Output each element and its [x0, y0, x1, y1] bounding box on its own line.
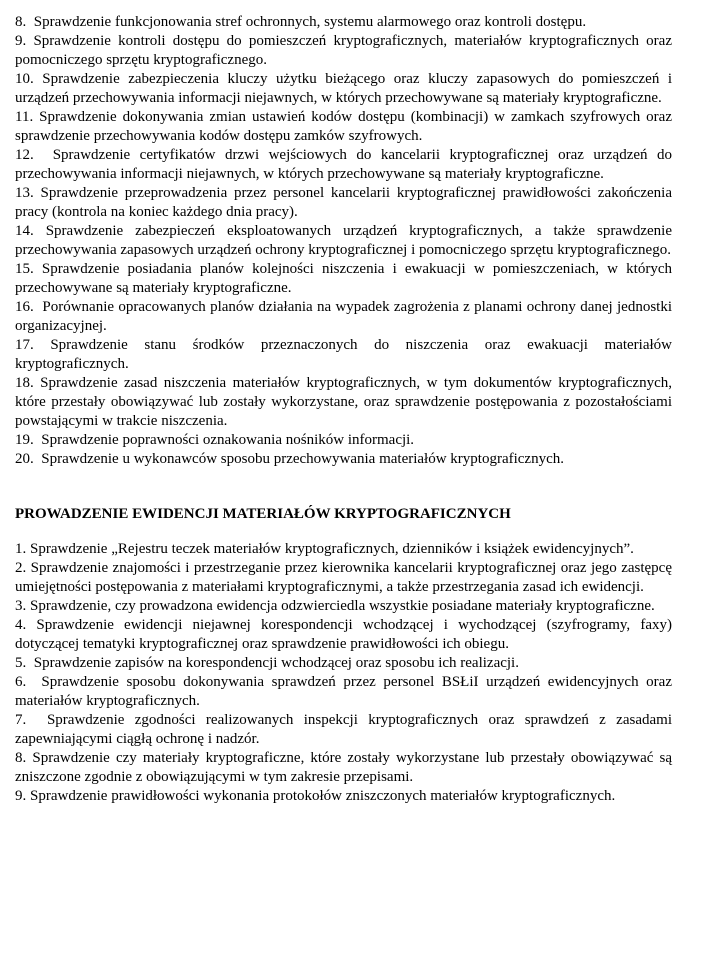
list-item: 14. Sprawdzenie zabezpieczeń eksploatowanych urządzeń kryptograficznych, a także sprawdzenie przechowywania zapasowych urządzeń ochrony kryptograficznej i pomocniczego sprzętu kryptograficznego.	[15, 223, 672, 258]
list-item: 3. Sprawdzenie, czy prowadzona ewidencja odzwierciedla wszystkie posiadane materiały kryptograficzne.	[15, 598, 655, 614]
list-item: 20. Sprawdzenie u wykonawców sposobu przechowywania materiałów kryptograficznych.	[15, 451, 564, 467]
section-records-items	[15, 540, 672, 806]
list-item: 11. Sprawdzenie dokonywania zmian ustawień kodów dostępu (kombinacji) w zamkach szyfrowych oraz sprawdzenie przechowywania kodów dostępu zamków szyfrowych.	[15, 109, 672, 144]
list-item: 18. Sprawdzenie zasad niszczenia materiałów kryptograficznych, w tym dokumentów kryptograficznych, które przestały obowiązywać lub zostały wykorzystane, oraz sprawdzenie postępowania z pozostałościami powstającymi w trakcie niszczenia.	[15, 375, 672, 429]
list-item: 2. Sprawdzenie znajomości i przestrzeganie przez kierownika kancelarii kryptograficznej oraz jego zastępcę umiejętności postępowania z materiałami kryptograficznymi, a także przestrzegania zasad ich ewidencji.	[15, 560, 672, 595]
list-item: 7. Sprawdzenie zgodności realizowanych inspekcji kryptograficznych oraz sprawdzeń z zasadami zapewniającymi ciągłą ochronę i nadzór.	[15, 712, 672, 747]
section-heading: PROWADZENIE EWIDENCJI MATERIAŁÓW KRYPTOGRAFICZNYCH	[15, 506, 511, 522]
list-item: 5. Sprawdzenie zapisów na korespondencji wchodzącej oraz sposobu ich realizacji.	[15, 655, 519, 671]
list-item: 13. Sprawdzenie przeprowadzenia przez personel kancelarii kryptograficznej prawidłowości zakończenia pracy (kontrola na koniec każdego dnia pracy).	[15, 185, 672, 220]
list-item: 12. Sprawdzenie certyfikatów drzwi wejściowych do kancelarii kryptograficznej oraz urządzeń do przechowywania informacji niejawnych, w których przechowywane są materiały kryptograficzne.	[15, 147, 672, 182]
list-item: 17. Sprawdzenie stanu środków przeznaczonych do niszczenia oraz ewakuacji materiałów kryptograficznych.	[15, 337, 672, 372]
list-item: 9. Sprawdzenie prawidłowości wykonania protokołów zniszczonych materiałów kryptograficznych.	[15, 788, 616, 804]
list-item: 19. Sprawdzenie poprawności oznakowania nośników informacji.	[15, 432, 415, 448]
section-inspection-items	[15, 13, 672, 469]
list-item: 4. Sprawdzenie ewidencji niejawnej korespondencji wchodzącej i wychodzącej (szyfrogramy, faxy) dotyczącej tematyki kryptograficznej oraz sprawdzenie prawidłowości ich obiegu.	[15, 617, 672, 652]
list-item: 16. Porównanie opracowanych planów działania na wypadek zagrożenia z planami ochrony danej jednostki organizacyjnej.	[15, 299, 672, 334]
list-item: 9. Sprawdzenie kontroli dostępu do pomieszczeń kryptograficznych, materiałów kryptograficznych oraz pomocniczego sprzętu kryptograficznego.	[15, 33, 672, 68]
list-item: 6. Sprawdzenie sposobu dokonywania sprawdzeń przez personel BSŁiI urządzeń ewidencyjnych oraz materiałów kryptograficznych.	[15, 674, 672, 709]
list-item: 1. Sprawdzenie „Rejestru teczek materiałów kryptograficznych, dzienników i książek ewidencyjnych”.	[15, 541, 634, 557]
list-item: 15. Sprawdzenie posiadania planów kolejności niszczenia i ewakuacji w pomieszczeniach, w których przechowywane są materiały kryptograficzne.	[15, 261, 672, 296]
list-item: 10. Sprawdzenie zabezpieczenia kluczy użytku bieżącego oraz kluczy zapasowych do pomieszczeń i urządzeń przechowywania informacji niejawnych, w których przechowywane są materiały kryptograficzne.	[15, 71, 672, 106]
list-item: 8. Sprawdzenie czy materiały kryptograficzne, które zostały wykorzystane lub przestały obowiązywać są zniszczone zgodnie z obowiązującymi w tym zakresie przepisami.	[15, 750, 672, 785]
list-item: 8. Sprawdzenie funkcjonowania stref ochronnych, systemu alarmowego oraz kontroli dostępu.	[15, 14, 587, 30]
